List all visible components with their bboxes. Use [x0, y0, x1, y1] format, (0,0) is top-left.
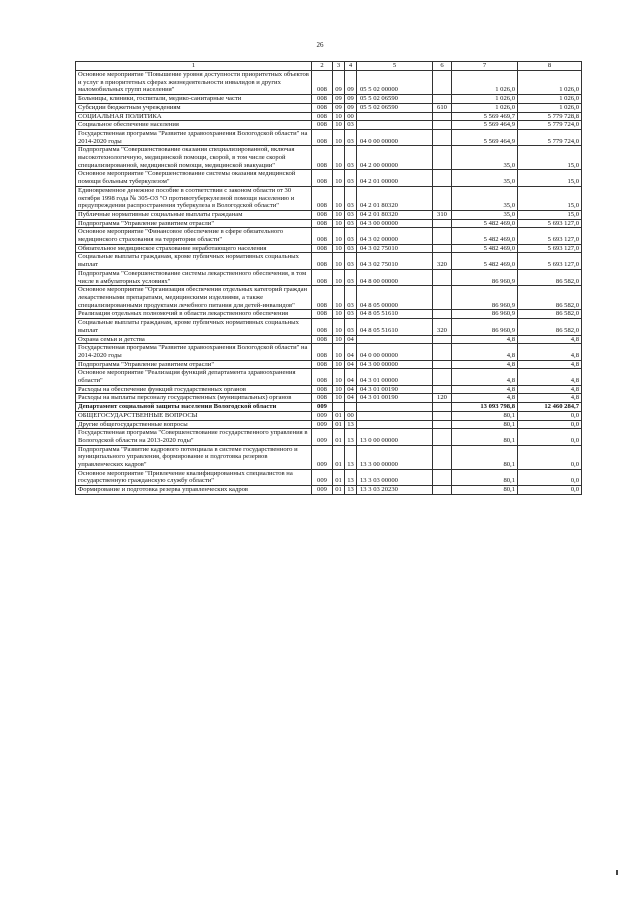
row-target-item-code: 05 5 02 06590	[357, 95, 433, 104]
row-amount-2: 1 026,0	[518, 103, 582, 112]
row-amount-1: 35,0	[452, 186, 518, 210]
row-amount-1: 5 482 469,0	[452, 244, 518, 253]
table-row	[76, 403, 582, 412]
row-section-code: 10	[333, 129, 345, 145]
row-target-item-code: 13 3 00 00000	[357, 445, 433, 469]
row-expense-type-code	[433, 286, 452, 310]
row-target-item-code: 04 8 05 51610	[357, 310, 433, 319]
row-amount-1: 80,1	[452, 445, 518, 469]
table-row	[76, 228, 582, 244]
row-subsection-code: 04	[345, 344, 357, 360]
row-target-item-code: 05 5 02 00000	[357, 71, 433, 95]
row-name-cell: Основное мероприятие "Повышение уровня доступности приоритетных объектов и услуг в приоритетных сферах жизнедеятельности инвалидов и других маломобильных групп населения"	[76, 71, 312, 95]
row-target-item-code: 04 3 00 00000	[357, 219, 433, 228]
row-subsection-code: 09	[345, 95, 357, 104]
row-expense-type-code	[433, 219, 452, 228]
row-amount-2: 4,8	[518, 369, 582, 385]
row-amount-2: 5 693 127,0	[518, 219, 582, 228]
row-amount-1: 86 960,9	[452, 269, 518, 285]
row-section-code: 10	[333, 385, 345, 394]
row-amount-2: 0,0	[518, 411, 582, 420]
row-section-code: 10	[333, 121, 345, 130]
row-amount-2: 4,8	[518, 394, 582, 403]
table-row	[76, 219, 582, 228]
row-section-code: 10	[333, 335, 345, 344]
row-target-item-code: 04 8 05 00000	[357, 286, 433, 310]
row-amount-1: 13 093 798,8	[452, 403, 518, 412]
row-amount-1: 4,8	[452, 385, 518, 394]
row-amount-2: 0,0	[518, 429, 582, 445]
row-admin-code: 008	[312, 219, 333, 228]
row-amount-2: 15,0	[518, 186, 582, 210]
row-amount-1: 5 482 469,0	[452, 253, 518, 269]
row-expense-type-code	[433, 71, 452, 95]
row-name-cell: Расходы на обеспечение функций государственных органов	[76, 385, 312, 394]
row-target-item-code	[357, 420, 433, 429]
row-amount-2: 4,8	[518, 344, 582, 360]
row-name-cell: Формирование и подготовка резерва управленческих кадров	[76, 486, 312, 495]
row-target-item-code: 04 2 00 00000	[357, 146, 433, 170]
table-row	[76, 112, 582, 121]
row-expense-type-code	[433, 344, 452, 360]
row-amount-1: 5 569 469,7	[452, 112, 518, 121]
row-target-item-code	[357, 403, 433, 412]
row-amount-1: 35,0	[452, 210, 518, 219]
table-row	[76, 335, 582, 344]
row-expense-type-code	[433, 129, 452, 145]
row-amount-2: 5 693 127,0	[518, 244, 582, 253]
row-target-item-code: 04 3 01 00190	[357, 394, 433, 403]
row-admin-code: 008	[312, 335, 333, 344]
row-subsection-code: 03	[345, 219, 357, 228]
row-amount-2: 86 582,0	[518, 310, 582, 319]
table-row	[76, 95, 582, 104]
table-row	[76, 369, 582, 385]
row-admin-code: 008	[312, 95, 333, 104]
row-admin-code: 008	[312, 269, 333, 285]
row-admin-code: 008	[312, 71, 333, 95]
table-row	[76, 385, 582, 394]
table-row	[76, 210, 582, 219]
row-amount-2: 0,0	[518, 420, 582, 429]
row-target-item-code: 04 3 02 75010	[357, 244, 433, 253]
row-section-code: 10	[333, 319, 345, 335]
table-row	[76, 429, 582, 445]
row-subsection-code: 03	[345, 244, 357, 253]
table-row	[76, 394, 582, 403]
row-amount-2: 5 779 724,0	[518, 121, 582, 130]
table-row	[76, 411, 582, 420]
row-subsection-code: 03	[345, 228, 357, 244]
row-target-item-code	[357, 121, 433, 130]
row-expense-type-code	[433, 369, 452, 385]
row-amount-1: 4,8	[452, 344, 518, 360]
row-admin-code: 009	[312, 469, 333, 485]
row-subsection-code: 03	[345, 210, 357, 219]
row-target-item-code	[357, 411, 433, 420]
row-target-item-code: 04 3 02 75010	[357, 253, 433, 269]
table-row	[76, 170, 582, 186]
table-row	[76, 146, 582, 170]
row-name-cell: Департамент социальной защиты населения Вологодской области	[76, 403, 312, 412]
row-admin-code: 008	[312, 369, 333, 385]
row-section-code: 01	[333, 420, 345, 429]
row-amount-2: 86 582,0	[518, 286, 582, 310]
row-name-cell: Основное мероприятие "Совершенствование системы оказания медицинской помощи больным туберкулезом"	[76, 170, 312, 186]
row-name-cell: Социальные выплаты гражданам, кроме публичных нормативных социальных выплат	[76, 319, 312, 335]
row-name-cell: СОЦИАЛЬНАЯ ПОЛИТИКА	[76, 112, 312, 121]
table-row	[76, 486, 582, 495]
row-expense-type-code	[433, 385, 452, 394]
row-section-code: 10	[333, 269, 345, 285]
header-col-target-item: 5	[357, 62, 433, 71]
header-col-section: 3	[333, 62, 345, 71]
row-subsection-code: 03	[345, 146, 357, 170]
row-amount-1: 5 482 469,0	[452, 228, 518, 244]
table-row	[76, 269, 582, 285]
row-admin-code: 009	[312, 420, 333, 429]
row-admin-code: 008	[312, 286, 333, 310]
row-section-code: 10	[333, 112, 345, 121]
row-amount-2: 86 582,0	[518, 319, 582, 335]
row-amount-2: 1 026,0	[518, 95, 582, 104]
row-name-cell: Единовременное денежное пособие в соответствии с законом области от 30 октября 1998 года № 305-ОЗ "О противотуберкулезной помощи населению и предупреждении распространения туберкулеза в Вологодской области"	[76, 186, 312, 210]
row-name-cell: Социальные выплаты гражданам, кроме публичных нормативных социальных выплат	[76, 253, 312, 269]
table-row	[76, 310, 582, 319]
row-amount-2: 1 026,0	[518, 71, 582, 95]
row-amount-1: 80,1	[452, 420, 518, 429]
row-section-code: 10	[333, 369, 345, 385]
row-target-item-code: 04 0 00 00000	[357, 129, 433, 145]
row-name-cell: Обязательное медицинское страхование неработающего населения	[76, 244, 312, 253]
row-name-cell: Государственная программа "Развитие здравоохранения Вологодской области" на 2014-2020 годы	[76, 344, 312, 360]
row-admin-code: 008	[312, 228, 333, 244]
row-amount-2: 5 779 728,8	[518, 112, 582, 121]
row-subsection-code: 09	[345, 103, 357, 112]
row-section-code: 10	[333, 360, 345, 369]
row-subsection-code: 03	[345, 253, 357, 269]
row-name-cell: Государственная программа "Развитие здравоохранения Вологодской области" на 2014-2020 годы	[76, 129, 312, 145]
row-name-cell: Реализация отдельных полномочий в области лекарственного обеспечения	[76, 310, 312, 319]
row-amount-1: 86 960,9	[452, 319, 518, 335]
header-col-amount-2: 8	[518, 62, 582, 71]
row-expense-type-code: 610	[433, 103, 452, 112]
row-admin-code: 009	[312, 486, 333, 495]
row-section-code: 10	[333, 394, 345, 403]
row-section-code	[333, 403, 345, 412]
row-admin-code: 008	[312, 112, 333, 121]
row-amount-1: 80,1	[452, 411, 518, 420]
row-subsection-code: 03	[345, 129, 357, 145]
row-admin-code: 008	[312, 186, 333, 210]
row-target-item-code: 04 8 00 00000	[357, 269, 433, 285]
row-expense-type-code	[433, 112, 452, 121]
row-subsection-code: 13	[345, 486, 357, 495]
row-amount-2: 4,8	[518, 360, 582, 369]
row-target-item-code: 04 2 01 80320	[357, 186, 433, 210]
row-section-code: 09	[333, 95, 345, 104]
row-name-cell: Подпрограмма "Управление развитием отрасли"	[76, 360, 312, 369]
row-amount-1: 4,8	[452, 360, 518, 369]
row-section-code: 01	[333, 445, 345, 469]
table-row	[76, 360, 582, 369]
row-amount-2: 0,0	[518, 486, 582, 495]
row-subsection-code: 00	[345, 411, 357, 420]
table-row	[76, 244, 582, 253]
row-target-item-code	[357, 112, 433, 121]
row-name-cell: Основное мероприятие "Реализация функций департамента здравоохранения области"	[76, 369, 312, 385]
row-amount-1: 4,8	[452, 369, 518, 385]
row-name-cell: Субсидии бюджетным учреждениям	[76, 103, 312, 112]
row-subsection-code: 13	[345, 429, 357, 445]
table-row	[76, 186, 582, 210]
row-subsection-code: 13	[345, 420, 357, 429]
row-subsection-code: 04	[345, 385, 357, 394]
row-subsection-code: 03	[345, 170, 357, 186]
row-section-code: 09	[333, 103, 345, 112]
row-target-item-code: 04 3 01 00000	[357, 369, 433, 385]
row-amount-1: 1 026,0	[452, 103, 518, 112]
row-subsection-code: 03	[345, 310, 357, 319]
row-amount-2: 4,8	[518, 385, 582, 394]
row-subsection-code: 09	[345, 71, 357, 95]
table-row	[76, 344, 582, 360]
row-expense-type-code	[433, 244, 452, 253]
row-admin-code: 008	[312, 121, 333, 130]
row-section-code: 10	[333, 186, 345, 210]
row-section-code: 10	[333, 310, 345, 319]
row-expense-type-code	[433, 411, 452, 420]
row-admin-code: 008	[312, 394, 333, 403]
row-expense-type-code	[433, 310, 452, 319]
row-amount-2: 15,0	[518, 210, 582, 219]
page-number: 26	[316, 41, 324, 49]
row-section-code: 10	[333, 228, 345, 244]
row-name-cell: Подпрограмма "Развитие кадрового потенциала в системе государственного и муниципального управления, формирование и подготовка резервов управленческих кадров"	[76, 445, 312, 469]
row-subsection-code: 03	[345, 121, 357, 130]
table-row	[76, 103, 582, 112]
row-admin-code: 009	[312, 429, 333, 445]
row-name-cell: Публичные нормативные социальные выплаты гражданам	[76, 210, 312, 219]
row-expense-type-code	[433, 95, 452, 104]
header-col-amount-1: 7	[452, 62, 518, 71]
row-amount-2: 5 779 724,0	[518, 129, 582, 145]
row-expense-type-code	[433, 429, 452, 445]
row-amount-1: 4,8	[452, 394, 518, 403]
row-expense-type-code: 320	[433, 253, 452, 269]
row-admin-code: 008	[312, 253, 333, 269]
budget-table	[75, 61, 582, 495]
row-admin-code: 008	[312, 103, 333, 112]
row-name-cell: ОБЩЕГОСУДАРСТВЕННЫЕ ВОПРОСЫ	[76, 411, 312, 420]
row-amount-1: 80,1	[452, 429, 518, 445]
row-subsection-code: 03	[345, 319, 357, 335]
row-amount-1: 80,1	[452, 469, 518, 485]
row-section-code: 10	[333, 344, 345, 360]
row-subsection-code: 03	[345, 286, 357, 310]
row-admin-code: 008	[312, 385, 333, 394]
row-subsection-code: 04	[345, 394, 357, 403]
row-amount-1: 35,0	[452, 170, 518, 186]
row-expense-type-code	[433, 170, 452, 186]
row-amount-1: 86 960,9	[452, 286, 518, 310]
table-row	[76, 286, 582, 310]
row-amount-1: 5 569 464,9	[452, 129, 518, 145]
row-amount-2: 0,0	[518, 445, 582, 469]
row-admin-code: 008	[312, 210, 333, 219]
row-section-code: 10	[333, 170, 345, 186]
row-amount-2: 15,0	[518, 170, 582, 186]
row-section-code: 09	[333, 71, 345, 95]
row-target-item-code	[357, 335, 433, 344]
table-row	[76, 71, 582, 95]
row-expense-type-code	[433, 269, 452, 285]
row-name-cell: Государственная программа "Совершенствование государственного управления в Вологодской области на 2013-2020 годы"	[76, 429, 312, 445]
row-section-code: 01	[333, 469, 345, 485]
row-amount-1: 5 569 464,9	[452, 121, 518, 130]
table-row	[76, 253, 582, 269]
row-target-item-code: 04 3 01 00190	[357, 385, 433, 394]
row-target-item-code: 04 2 01 00000	[357, 170, 433, 186]
table-header-row	[76, 62, 582, 71]
table-row	[76, 469, 582, 485]
row-section-code: 01	[333, 486, 345, 495]
row-amount-1: 1 026,0	[452, 71, 518, 95]
row-amount-2: 12 460 284,7	[518, 403, 582, 412]
row-expense-type-code	[433, 445, 452, 469]
row-name-cell: Основное мероприятие "Финансовое обеспечение в сфере обязательного медицинского страхования на территории области"	[76, 228, 312, 244]
row-amount-2: 86 582,0	[518, 269, 582, 285]
row-admin-code: 008	[312, 244, 333, 253]
row-section-code: 10	[333, 210, 345, 219]
header-col-expense-type: 6	[433, 62, 452, 71]
row-admin-code: 008	[312, 360, 333, 369]
row-expense-type-code	[433, 228, 452, 244]
row-expense-type-code	[433, 186, 452, 210]
row-expense-type-code: 320	[433, 319, 452, 335]
row-section-code: 10	[333, 244, 345, 253]
row-amount-2: 15,0	[518, 146, 582, 170]
row-expense-type-code	[433, 486, 452, 495]
row-name-cell: Другие общегосударственные вопросы	[76, 420, 312, 429]
row-admin-code: 008	[312, 319, 333, 335]
row-target-item-code: 13 3 03 20230	[357, 486, 433, 495]
table-row	[76, 319, 582, 335]
row-subsection-code: 13	[345, 469, 357, 485]
row-amount-1: 80,1	[452, 486, 518, 495]
row-target-item-code: 13 0 00 00000	[357, 429, 433, 445]
row-amount-2: 0,0	[518, 469, 582, 485]
row-expense-type-code	[433, 403, 452, 412]
row-subsection-code: 13	[345, 445, 357, 469]
row-admin-code: 009	[312, 411, 333, 420]
row-subsection-code: 04	[345, 369, 357, 385]
row-name-cell: Охрана семьи и детства	[76, 335, 312, 344]
row-admin-code: 008	[312, 310, 333, 319]
row-subsection-code: 04	[345, 360, 357, 369]
row-amount-1: 86 960,9	[452, 310, 518, 319]
row-admin-code: 009	[312, 403, 333, 412]
row-expense-type-code	[433, 335, 452, 344]
row-expense-type-code	[433, 360, 452, 369]
row-section-code: 01	[333, 429, 345, 445]
row-admin-code: 009	[312, 445, 333, 469]
table-row	[76, 420, 582, 429]
row-amount-2: 4,8	[518, 335, 582, 344]
row-target-item-code: 04 8 05 51610	[357, 319, 433, 335]
table-row	[76, 129, 582, 145]
row-expense-type-code	[433, 121, 452, 130]
row-admin-code: 008	[312, 129, 333, 145]
row-expense-type-code	[433, 420, 452, 429]
row-amount-1: 4,8	[452, 335, 518, 344]
row-name-cell: Больницы, клиники, госпитали, медико-санитарные части	[76, 95, 312, 104]
table-row	[76, 445, 582, 469]
row-subsection-code: 04	[345, 335, 357, 344]
row-name-cell: Подпрограмма "Совершенствование системы лекарственного обеспечения, в том числе в амбулаторных условиях"	[76, 269, 312, 285]
row-expense-type-code	[433, 469, 452, 485]
row-section-code: 10	[333, 253, 345, 269]
row-target-item-code: 13 3 03 00000	[357, 469, 433, 485]
row-amount-1: 35,0	[452, 146, 518, 170]
row-admin-code: 008	[312, 170, 333, 186]
row-target-item-code: 04 0 00 00000	[357, 344, 433, 360]
row-expense-type-code: 120	[433, 394, 452, 403]
row-name-cell: Основное мероприятие "Организация обеспечения отдельных категорий граждан лекарственными препаратами, медицинскими изделиями, а также специализированными продуктами лечебного питания для детей-инвалидов"	[76, 286, 312, 310]
row-name-cell: Подпрограмма "Совершенствование оказания специализированной, включая высокотехнологичную, медицинской помощи, скорой, в том числе скорой специализированной, медицинской помощи, медицинской эвакуации"	[76, 146, 312, 170]
row-amount-2: 5 693 127,0	[518, 228, 582, 244]
row-subsection-code: 03	[345, 186, 357, 210]
row-target-item-code: 05 5 02 06590	[357, 103, 433, 112]
row-name-cell: Основное мероприятие "Привлечение квалифицированных специалистов на государственную гражданскую службу области"	[76, 469, 312, 485]
row-target-item-code: 04 3 02 00000	[357, 228, 433, 244]
row-name-cell: Социальное обеспечение населения	[76, 121, 312, 130]
row-name-cell: Расходы на выплаты персоналу государственных (муниципальных) органов	[76, 394, 312, 403]
row-expense-type-code	[433, 146, 452, 170]
row-admin-code: 008	[312, 146, 333, 170]
row-target-item-code: 04 3 00 00000	[357, 360, 433, 369]
row-amount-1: 5 482 469,0	[452, 219, 518, 228]
row-subsection-code	[345, 403, 357, 412]
row-subsection-code: 00	[345, 112, 357, 121]
row-section-code: 10	[333, 286, 345, 310]
row-name-cell: Подпрограмма "Управление развитием отрасли"	[76, 219, 312, 228]
row-amount-2: 5 693 127,0	[518, 253, 582, 269]
row-expense-type-code: 310	[433, 210, 452, 219]
row-target-item-code: 04 2 01 80320	[357, 210, 433, 219]
row-section-code: 01	[333, 411, 345, 420]
row-section-code: 10	[333, 219, 345, 228]
scan-edge-mark	[616, 870, 618, 875]
header-col-admin: 2	[312, 62, 333, 71]
row-admin-code: 008	[312, 344, 333, 360]
row-section-code: 10	[333, 146, 345, 170]
header-col-subsection: 4	[345, 62, 357, 71]
row-subsection-code: 03	[345, 269, 357, 285]
table-row	[76, 121, 582, 130]
row-amount-1: 1 026,0	[452, 95, 518, 104]
header-col-name: 1	[76, 62, 312, 71]
